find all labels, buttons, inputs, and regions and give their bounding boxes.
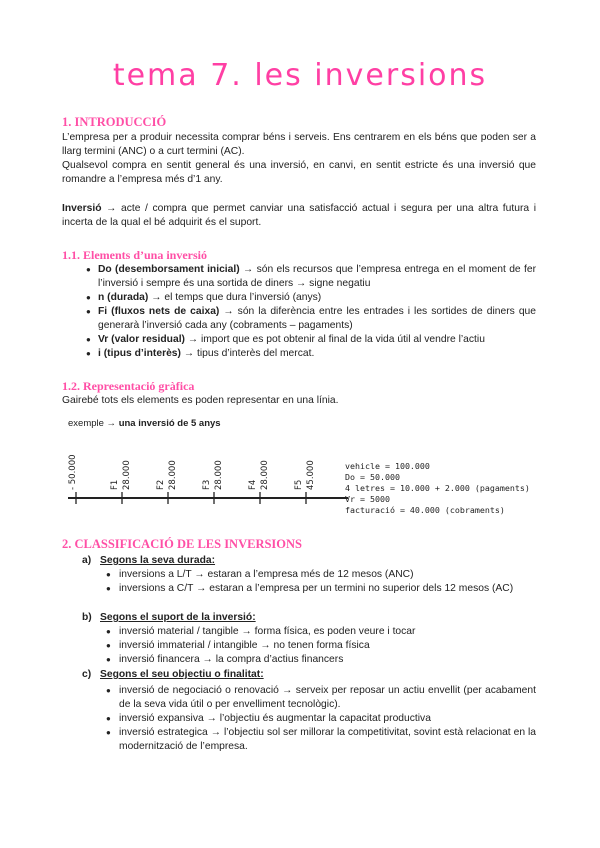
- suport-list: [62, 625, 536, 667]
- list-item: ● inversió estrategica → l’objectiu sol ser millorar la competitivitat, sovint està relacionat en la modernització de l’empresa.: [62, 726, 536, 754]
- legend-line: 4 letres = 10.000 + 2.000 (pagaments): [345, 483, 530, 493]
- section-heading-representacio: 1.2. Representació gràfica: [62, 379, 195, 393]
- list-item: [62, 291, 536, 305]
- definition-text: → acte / compra que permet canviar una satisfacció actual i segura per una altra futura i incerta de la qual el bé adquirit és el suport.: [62, 203, 536, 228]
- subsection-c: [82, 668, 264, 682]
- intro-paragraph-1: L’empresa per a produir necessita comprar béns i serveis. Ens centrarem en els béns que poden ser a llarg termini (ANC) o a curt termini (AC).: [62, 132, 536, 157]
- page-title: tema 7. les inversions: [112, 58, 488, 93]
- element-term: Vr (valor residual): [98, 334, 185, 345]
- subsection-title: Segons la seva durada:: [100, 555, 216, 566]
- tick-value-5: 45.000: [306, 460, 316, 490]
- tick-value-4: 28.000: [260, 460, 270, 490]
- objectiu-list: [62, 684, 536, 754]
- list-item: ● inversió immaterial / intangible → no tenen forma física: [62, 639, 536, 653]
- tick-value-2: 28.000: [168, 460, 178, 490]
- subsection-a: [82, 554, 215, 568]
- subsection-title: Segons el seu objectiu o finalitat:: [100, 669, 264, 680]
- legend-line: facturació = 40.000 (cobraments): [345, 505, 505, 515]
- list-item: ● inversió de negociació o renovació → serveix per reposar un actiu envellit (per acabament de la seva vida útil o per envelliment tecnològic).: [62, 684, 536, 712]
- element-term: Fi (fluxos nets de caixa): [98, 306, 220, 317]
- example-bold: una inversió de 5 anys: [118, 418, 221, 429]
- list-item: [62, 305, 536, 333]
- example-label: [68, 418, 221, 429]
- list-item: [62, 333, 536, 347]
- representacio-text: Gairebé tots els elements es poden representar en una línia.: [62, 395, 339, 406]
- list-item: [62, 263, 536, 291]
- tick-value-0: - 50.000: [68, 454, 78, 490]
- element-term: n (durada): [98, 292, 149, 303]
- example-prefix: exemple →: [68, 418, 119, 429]
- section-heading-classificacio: 2. CLASSIFICACIÓ DE LES INVERSIONS: [62, 537, 302, 551]
- subsection-b: [82, 611, 256, 625]
- list-item: ● inversió financera → la compra d’actius financers: [62, 653, 536, 667]
- element-text: → tipus d’interès del mercat.: [180, 348, 315, 359]
- tick-flow-2: F2: [156, 479, 166, 490]
- definition-paragraph: [62, 202, 536, 230]
- subsection-letter: c): [82, 669, 92, 680]
- section-heading-elements: 1.1. Elements d’una inversió: [62, 248, 208, 262]
- subsection-letter: a): [82, 555, 92, 566]
- section-heading-introduccio: 1. INTRODUCCIÓ: [62, 115, 167, 129]
- tick-flow-4: F4: [248, 479, 258, 490]
- element-text: → el temps que dura l’inversió (anys): [148, 292, 322, 303]
- list-item: ● inversions a C/T → estaran a l’empresa per un termini no superior dels 12 mesos (AC): [62, 582, 536, 596]
- tick-flow-3: F3: [202, 479, 212, 490]
- element-term: i (tipus d’interès): [98, 348, 181, 359]
- definition-term: Inversió: [62, 203, 102, 214]
- legend-line: vehicle = 100.000: [345, 461, 430, 471]
- list-item: ● inversió material / tangible → forma física, es poden veure i tocar: [62, 625, 536, 639]
- subsection-letter: b): [82, 612, 92, 623]
- timeline-legend: [345, 461, 530, 516]
- elements-list: [62, 263, 536, 361]
- element-text: → són els recursos que l’empresa entrega en el moment de fer l’inversió i sempre és una sortida de diners → signe negatiu: [98, 264, 536, 289]
- subsection-title: Segons el suport de la inversió:: [100, 612, 256, 623]
- legend-line: Vr = 5000: [345, 494, 390, 504]
- tick-flow-5: F5: [294, 479, 304, 490]
- legend-line: Do = 50.000: [345, 472, 400, 482]
- element-text: → són la diferència entre les entrades i les sortides de diners que generarà l’inversió cada any (cobraments – pagaments): [98, 306, 537, 331]
- tick-value-3: 28.000: [214, 460, 224, 490]
- element-text: → import que es pot obtenir al final de la vida útil al vendre l’actiu: [185, 334, 485, 345]
- tick-flow-1: F1: [110, 479, 120, 490]
- durada-list: [62, 568, 536, 596]
- element-term: Do (desemborsament inicial): [98, 264, 240, 275]
- tick-value-1: 28.000: [122, 460, 132, 490]
- intro-paragraph-2: Qualsevol compra en sentit general és una inversió, en canvi, en sentit estricte és una inversió que romandre a l’empresa més d’1 any.: [62, 160, 536, 185]
- list-item: ● inversió expansiva → l’objectiu és augmentar la capacitat productiva: [62, 712, 536, 726]
- list-item: ● inversions a L/T → estaran a l’empresa més de 12 mesos (ANC): [62, 568, 536, 582]
- list-item: [62, 347, 536, 361]
